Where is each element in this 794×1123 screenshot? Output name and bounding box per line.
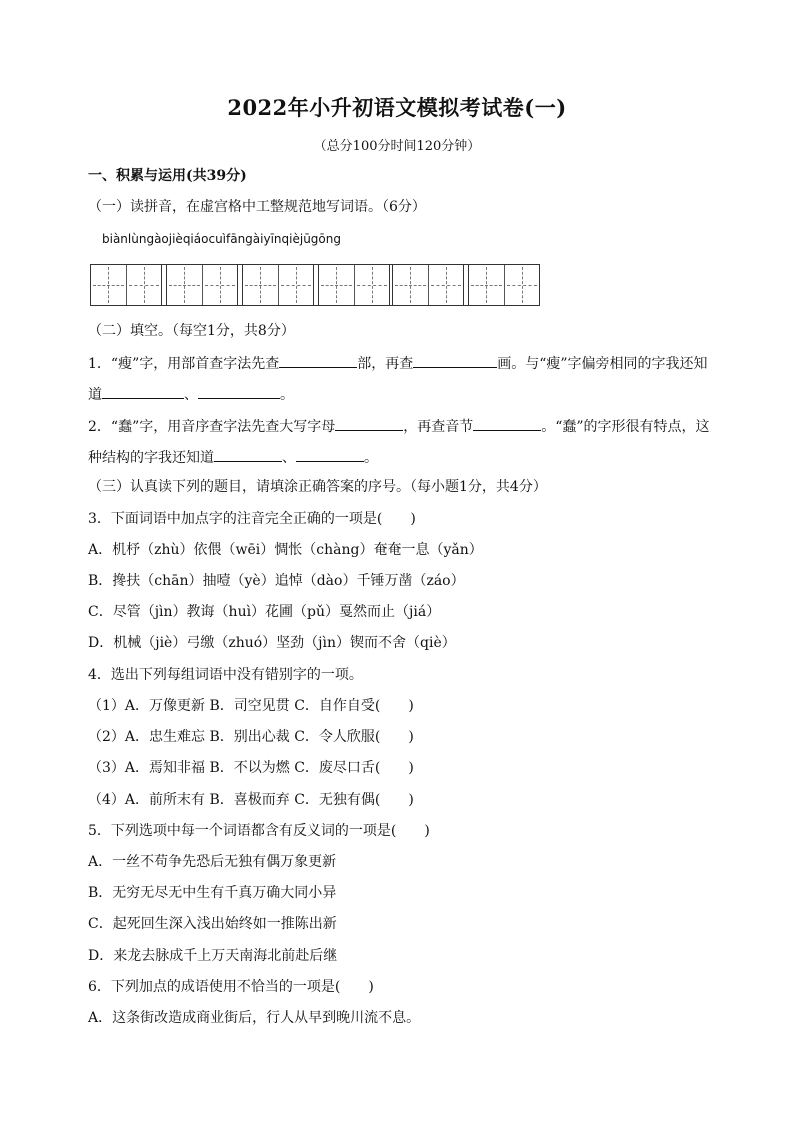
q2-text-f: 。 xyxy=(364,450,378,466)
writing-grid[interactable] xyxy=(90,264,540,306)
q2-text-c: 。“蠢”的字形很有特点，这 xyxy=(541,419,710,435)
q2-text-a: 2．“蠢”字，用音序查字法先查大写字母 xyxy=(88,419,336,435)
q3-option-a[interactable]: A．机杼（zhù）依偎（wēi）惆怅（chàng）奄奄一息（yǎn） xyxy=(88,542,483,558)
q4-group-4[interactable]: （4）A．前所末有 B．喜极而弃 C．无独有偶( ) xyxy=(88,792,414,808)
part2-heading: （二）填空。（每空1分，共8分） xyxy=(88,323,295,339)
q1-text-e: 、 xyxy=(184,387,198,403)
q1-text-a: 1．“瘦”字，用部首查字法先查 xyxy=(88,356,280,372)
question-1-line1 xyxy=(88,352,708,374)
q1-blank-1[interactable] xyxy=(279,352,357,368)
grid-box[interactable] xyxy=(392,264,464,306)
q2-text-e: 、 xyxy=(282,450,296,466)
q5-option-b[interactable]: B．无穷无尽无中生有千真万确大同小异 xyxy=(88,885,337,901)
page-subtitle: （总分100分时间120分钟） xyxy=(313,139,481,154)
q1-text-f: 。 xyxy=(280,387,294,403)
q1-text-b: 部，再查 xyxy=(357,356,414,372)
pinyin-prompt: biànlùngàojièqiáocuìfāngàiyīnqièjūgōng xyxy=(102,232,341,246)
q4-group-1[interactable]: （1）A．万像更新 B．司空见贯 C．自作自受( ) xyxy=(88,698,414,714)
q4-group-3[interactable]: （3）A．焉知非福 B．不以为燃 C．废尽口舌( ) xyxy=(88,760,414,776)
question-2-line1 xyxy=(88,415,710,437)
q1-blank-4[interactable] xyxy=(198,383,280,399)
q1-blank-2[interactable] xyxy=(413,352,497,368)
question-3: 3．下面词语中加点字的注音完全正确的一项是( ) xyxy=(88,511,416,527)
q6-option-a[interactable]: A．这条街改造成商业街后，行人从早到晚川流不息。 xyxy=(88,1010,421,1026)
q2-blank-4[interactable] xyxy=(296,446,364,462)
grid-box[interactable] xyxy=(318,264,390,306)
question-2-line2 xyxy=(88,446,378,468)
q1-text-d: 道 xyxy=(88,387,102,403)
q5-option-c[interactable]: C．起死回生深入浅出始终如一推陈出新 xyxy=(88,916,337,932)
q3-option-d[interactable]: D．机械（jiè）弓缴（zhuó）坚劲（jìn）锲而不舍（qiè） xyxy=(88,635,456,651)
grid-box[interactable] xyxy=(166,264,238,306)
section-heading: 一、积累与运用(共39分) xyxy=(88,168,247,184)
part1-heading: （一）读拼音，在虚宫格中工整规范地写词语。（6分） xyxy=(88,199,426,215)
q2-text-b: ，再查音节 xyxy=(403,419,474,435)
q3-option-b[interactable]: B．搀扶（chān）抽噎（yè）追悼（dào）千锤万凿（záo） xyxy=(88,573,465,589)
q3-option-c[interactable]: C．尽管（jìn）教诲（huì）花圃（pǔ）戛然而止（jiá） xyxy=(88,604,441,620)
question-5: 5．下列选项中每一个词语都含有反义词的一项是( ) xyxy=(88,823,430,839)
q2-blank-2[interactable] xyxy=(473,415,541,431)
question-1-line2 xyxy=(88,383,294,405)
q1-text-c: 画。与“瘦”字偏旁相同的字我还知 xyxy=(497,356,708,372)
q4-group-2[interactable]: （2）A．忠生难忘 B．别出心裁 C．令人欣服( ) xyxy=(88,729,414,745)
q2-blank-1[interactable] xyxy=(335,415,403,431)
grid-box[interactable] xyxy=(468,264,540,306)
question-6: 6．下列加点的成语使用不恰当的一项是( ) xyxy=(88,979,374,995)
grid-box[interactable] xyxy=(90,264,162,306)
part3-heading: （三）认真读下列的题目，请填涂正确答案的序号。（每小题1分，共4分） xyxy=(88,479,547,495)
q2-text-d: 种结构的字我还知道 xyxy=(88,450,214,466)
page-title: 2022年小升初语文模拟考试卷(一) xyxy=(227,95,567,120)
q5-option-d[interactable]: D．来龙去脉成千上万天南海北前赴后继 xyxy=(88,948,338,964)
grid-box[interactable] xyxy=(242,264,314,306)
q2-blank-3[interactable] xyxy=(214,446,282,462)
question-4: 4．选出下列每组词语中没有错别字的一项。 xyxy=(88,667,363,683)
q5-option-a[interactable]: A．一丝不苟争先恐后无独有偶万象更新 xyxy=(88,854,337,870)
q1-blank-3[interactable] xyxy=(102,383,184,399)
